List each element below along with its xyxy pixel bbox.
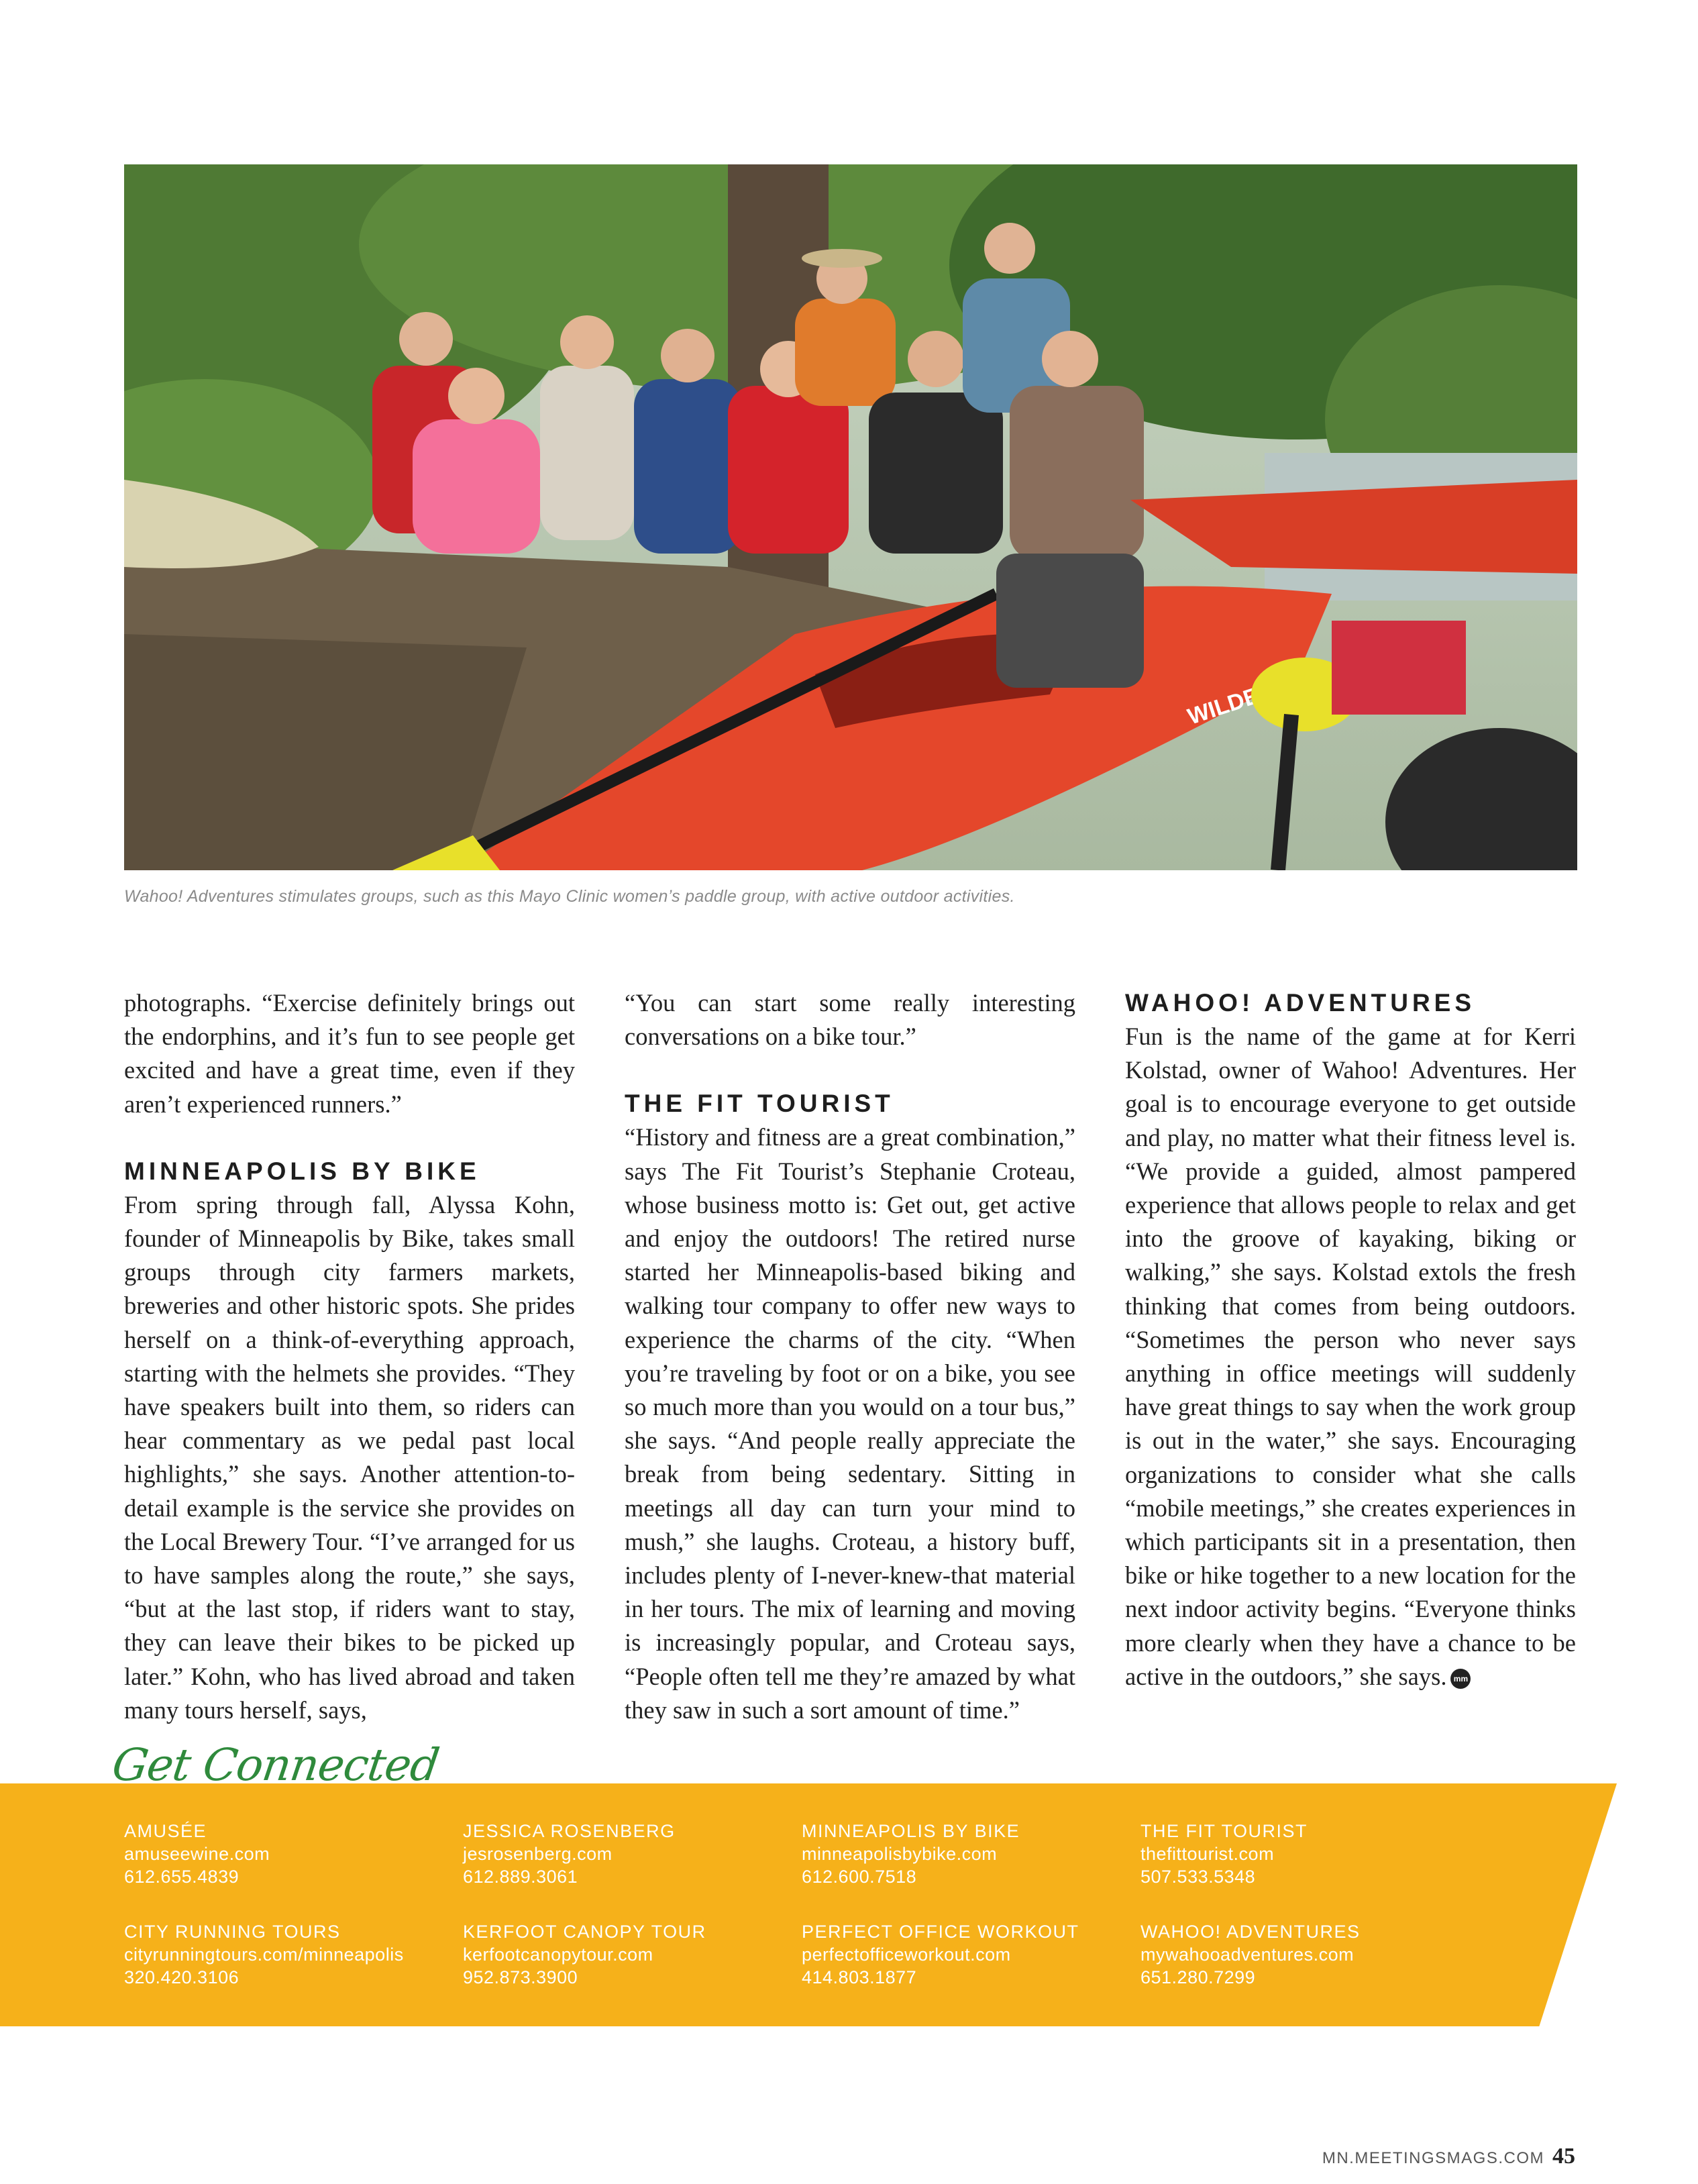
- contact-phone: 612.600.7518: [802, 1867, 917, 1887]
- contact-item: [463, 1820, 802, 1888]
- paragraph: “History and fitness are a great combination,” says The Fit Tourist’s Stephanie Croteau, whose business motto is: Get out, get active and enjoy the outdoors! The retired nurse started her Minneapolis-based biking and walking tour company to offer new ways to experience the charms of the city. “When you’re traveling by foot or on a bike, you see so much more than you would on a tour bus,” she says. “And people really appreciate the break from being sedentary. Sitting in meetings all day can turn your mind to mush,” she laughs. Croteau, a history buff, includes plenty of I-never-knew-that material in her tours. The mix of learning and moving is increasingly popular, and Croteau says, “People often tell me they’re amazed by what they saw in such a sort amount of time.”: [625, 1123, 1075, 1724]
- contact-phone: 952.873.3900: [463, 1967, 578, 1987]
- kayak-group-illustration: [124, 164, 1577, 870]
- contact-website[interactable]: jesrosenberg.com: [463, 1844, 613, 1864]
- paragraph: [1125, 1020, 1576, 1694]
- page-footer: [1322, 2144, 1575, 2169]
- contact-phone: 612.655.4839: [124, 1867, 240, 1887]
- contact-website[interactable]: cityrunningtours.com/minneapolis: [124, 1944, 404, 1965]
- contact-phone: 612.889.3061: [463, 1867, 578, 1887]
- contact-item: [1140, 1920, 1479, 1989]
- contact-name: PERFECT OFFICE WORKOUT: [802, 1922, 1079, 1942]
- contact-website[interactable]: thefittourist.com: [1140, 1844, 1275, 1864]
- contact-name: KERFOOT CANOPY TOUR: [463, 1922, 706, 1942]
- contact-phone: 651.280.7299: [1140, 1967, 1256, 1987]
- section-heading-fit-tourist: THE FIT TOURIST: [625, 1090, 894, 1118]
- contact-website[interactable]: mywahooadventures.com: [1140, 1944, 1355, 1965]
- contact-website[interactable]: kerfootcanopytour.com: [463, 1944, 653, 1965]
- contact-item: [124, 1920, 463, 1989]
- contact-name: JESSICA ROSENBERG: [463, 1821, 676, 1841]
- section-heading-wahoo-adventures: WAHOO! ADVENTURES: [1125, 989, 1476, 1017]
- end-mark-icon: mm: [1450, 1669, 1471, 1689]
- get-connected-title: Get Connected: [109, 1739, 442, 1791]
- contact-item: [1140, 1820, 1479, 1888]
- section-heading-minneapolis-by-bike: MINNEAPOLIS BY BIKE: [124, 1157, 480, 1185]
- contacts-grid: [124, 1820, 1499, 1989]
- contact-name: MINNEAPOLIS BY BIKE: [802, 1821, 1020, 1841]
- contact-name: WAHOO! ADVENTURES: [1140, 1922, 1361, 1942]
- contact-name: AMUSÉE: [124, 1821, 207, 1841]
- photo-caption: Wahoo! Adventures stimulates groups, such as this Mayo Clinic women’s paddle group, with active outdoor activities.: [124, 887, 1015, 906]
- contact-item: [802, 1920, 1140, 1989]
- paragraph: photographs. “Exercise definitely brings out the endorphins, and it’s fun to see people get excited and have a great time, even if they aren’t experienced runners.”: [124, 989, 575, 1118]
- contact-item: [463, 1920, 802, 1989]
- contact-website[interactable]: amuseewine.com: [124, 1844, 270, 1864]
- footer-site[interactable]: MN.MEETINGSMAGS.COM: [1322, 2149, 1544, 2167]
- contact-item: [802, 1820, 1140, 1888]
- article-column-2: [625, 986, 1075, 1727]
- contact-website[interactable]: perfectofficeworkout.com: [802, 1944, 1011, 1965]
- article-column-1: [124, 986, 575, 1727]
- paragraph-text: Fun is the name of the game at for Kerri Kolstad, owner of Wahoo! Adventures. Her goal is to encourage everyone to get outside and play, no matter what their fitness level is. “We provide a guided, almost pampered experience that allows people to relax and get into the groove of kayaking, biking or walking,” she says. Kolstad extols the fresh thinking that comes from being outdoors. “Sometimes the person who never says anything in office meetings will suddenly have great things to say when the work group is out in the water,” she says. Encouraging organizations to consider what she calls “mobile meetings,” she creates experiences in which participants sit in a presentation, then bike or hike together to a new location for the next indoor activity begins. “Everyone thinks more clearly when they have a chance to be active in the outdoors,” she says.: [1125, 1023, 1576, 1690]
- contact-name: CITY RUNNING TOURS: [124, 1922, 341, 1942]
- contact-item: [124, 1820, 463, 1888]
- paragraph: “You can start some really interesting conversations on a bike tour.”: [625, 989, 1075, 1051]
- contact-phone: 507.533.5348: [1140, 1867, 1256, 1887]
- contact-name: THE FIT TOURIST: [1140, 1821, 1308, 1841]
- group-photo: [124, 164, 1577, 870]
- contact-phone: 320.420.3106: [124, 1967, 240, 1987]
- contact-phone: 414.803.1877: [802, 1967, 917, 1987]
- paragraph: From spring through fall, Alyssa Kohn, founder of Minneapolis by Bike, takes small groups through city farmers markets, breweries and other historic spots. She prides herself on a think-of-everything approach, starting with the helmets she provides. “They have speakers built into them, so riders can hear commentary as we pedal past local highlights,” she says. Another attention-to-detail example is the service she provides on the Local Brewery Tour. “I’ve arranged for us to have samples along the route,” she says, “but at the last stop, if riders want to stay, they can leave their bikes to be picked up later.” Kohn, who has lived abroad and taken many tours herself, says,: [124, 1190, 575, 1724]
- contact-website[interactable]: minneapolisbybike.com: [802, 1844, 998, 1864]
- article-column-3: [1125, 986, 1576, 1694]
- page-number: 45: [1552, 2144, 1575, 2169]
